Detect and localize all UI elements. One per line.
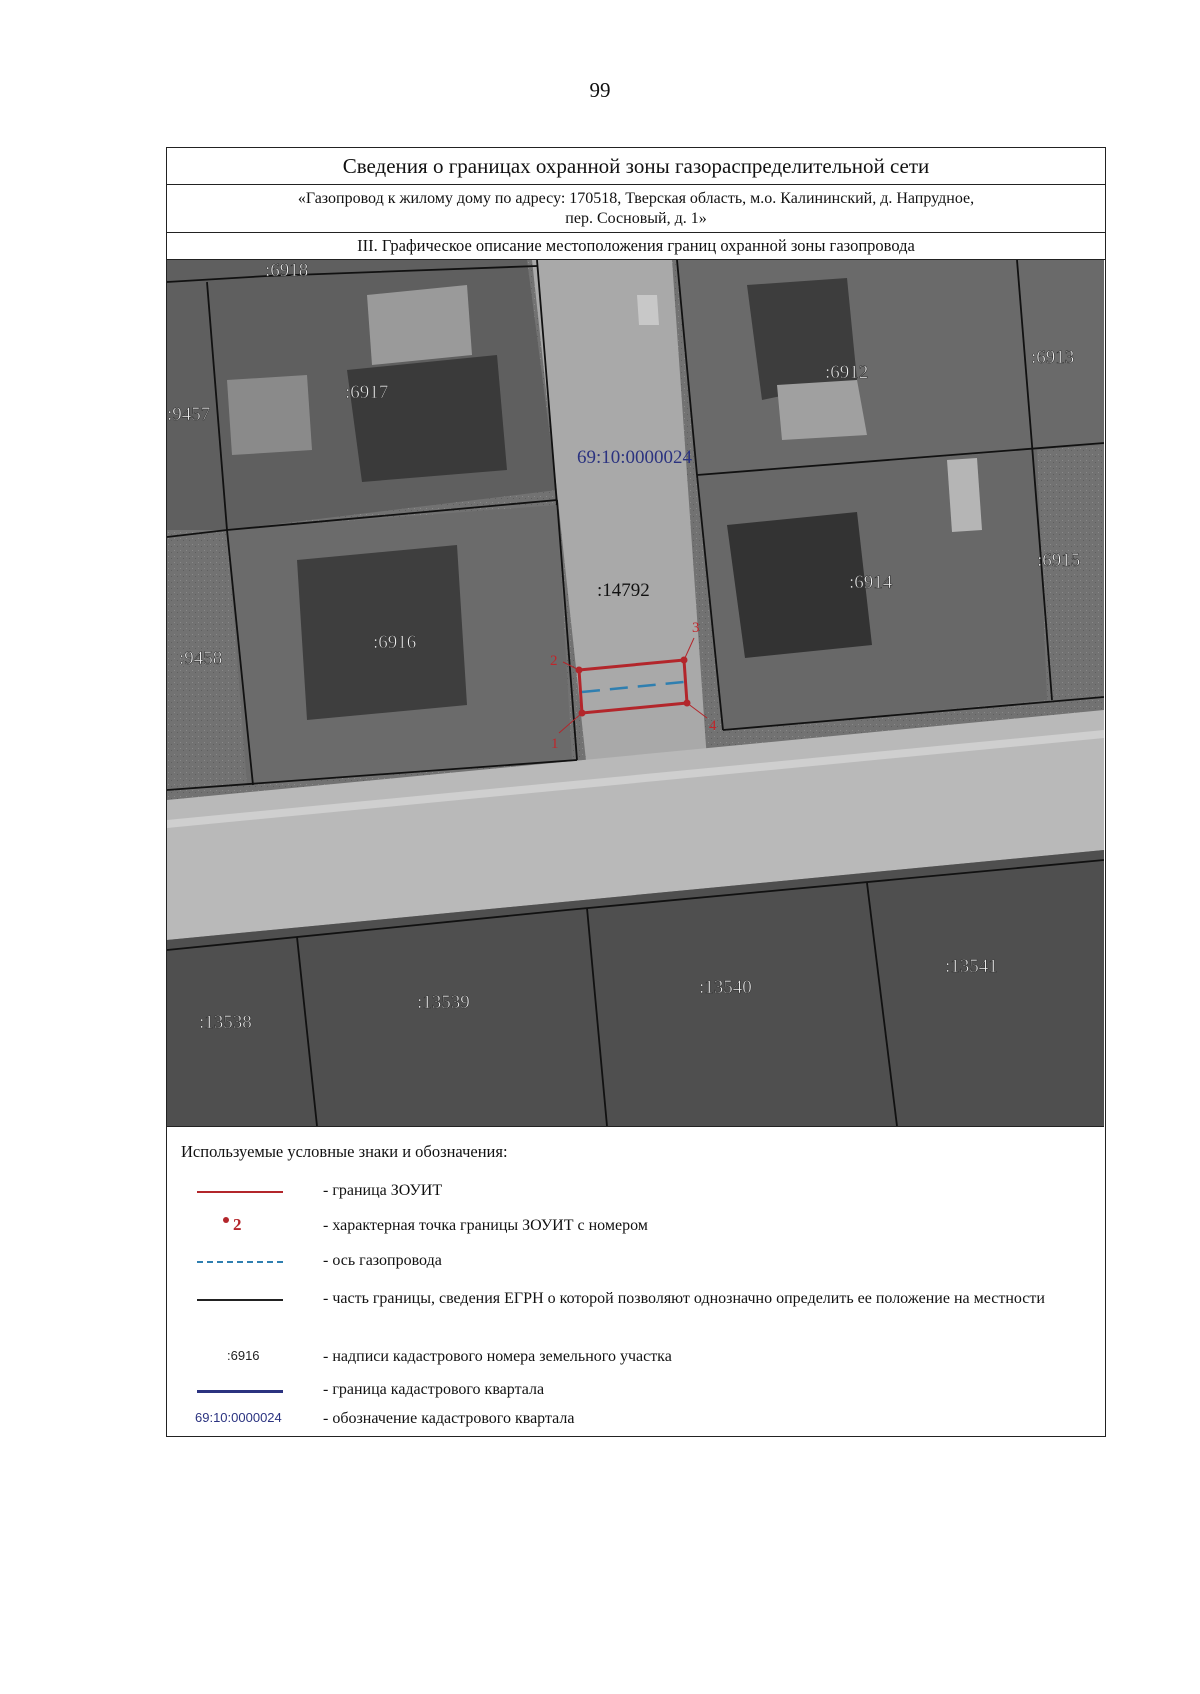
parcel-label-6916: :6916 xyxy=(373,632,417,653)
point-label-3: 3 xyxy=(692,620,700,636)
parcel-label-6918: :6918 xyxy=(265,260,309,281)
object-description xyxy=(167,185,1105,233)
quarter-number-sample: 69:10:0000024 xyxy=(195,1410,282,1425)
structure-6917 xyxy=(227,375,312,455)
red-line-symbol xyxy=(177,1180,287,1204)
legend-text: - граница кадастрового квартала xyxy=(323,1381,545,1398)
point-label-2: 2 xyxy=(550,653,558,669)
point-label-4: 4 xyxy=(709,718,717,734)
parcel-label-13538: :13538 xyxy=(199,1012,252,1033)
map-canvas xyxy=(167,260,1104,1126)
parcel-number-sample: :6916 xyxy=(227,1348,260,1363)
black-line-symbol xyxy=(177,1288,287,1312)
parcel-label-9458: :9458 xyxy=(179,648,223,669)
page-number: 99 xyxy=(589,78,611,102)
legend-text: - характерная точка границы ЗОУИТ с номером xyxy=(323,1217,648,1234)
blue-dashed-line-symbol xyxy=(177,1250,287,1274)
parcel-label-6913: :6913 xyxy=(1031,347,1075,368)
car xyxy=(637,295,659,325)
navy-line-symbol xyxy=(177,1379,287,1403)
house-6917-roof xyxy=(347,355,507,482)
parcel-label-6912: :6912 xyxy=(825,362,869,383)
legend-text: - обозначение кадастрового квартала xyxy=(323,1410,575,1427)
legend xyxy=(167,1128,1105,1436)
parcel-label-6915: :6915 xyxy=(1037,550,1081,571)
red-point-symbol xyxy=(177,1215,287,1239)
legend-text: - ось газопровода xyxy=(323,1252,442,1269)
parcel-label-14792: :14792 xyxy=(597,580,650,601)
document-sheet xyxy=(166,147,1106,1437)
quarter-number-label: 69:10:0000024 xyxy=(577,447,693,468)
house-6912-annex xyxy=(777,380,867,440)
shed-6915 xyxy=(947,458,982,532)
legend-text: - надписи кадастрового номера земельного участка xyxy=(323,1348,672,1365)
parcel-label-13539: :13539 xyxy=(417,992,470,1013)
parcel-label-6914: :6914 xyxy=(849,572,893,593)
point-label-1: 1 xyxy=(551,736,559,752)
parcel-label-6917: :6917 xyxy=(345,382,389,403)
parcel-label-9457: :9457 xyxy=(167,404,211,425)
section-heading: III. Графическое описание местоположения границ охранной зоны газопровода xyxy=(167,233,1105,260)
document-title: Сведения о границах охранной зоны газораспределительной сети xyxy=(167,148,1105,185)
object-description-line1: «Газопровод к жилому дому по адресу: 170518, Тверская область, м.о. Калининский, д. Напрудное, xyxy=(297,190,975,207)
house-roof-light xyxy=(367,285,472,365)
legend-text: - часть границы, сведения ЕГРН о которой позволяют однозначно определить ее положение на местности xyxy=(323,1290,1045,1307)
legend-text: - граница ЗОУИТ xyxy=(323,1182,443,1199)
parcel-number-symbol xyxy=(177,1346,287,1370)
parcel-label-13540: :13540 xyxy=(699,977,752,998)
parcel-label-13541: :13541 xyxy=(945,956,998,977)
point-sample: 2 xyxy=(233,1215,242,1234)
object-description-line2: пер. Сосновый, д. 1» xyxy=(565,210,707,227)
quarter-number-symbol xyxy=(177,1408,287,1432)
legend-title: Используемые условные знаки и обозначения: xyxy=(181,1142,508,1161)
cadastral-map xyxy=(167,260,1104,1127)
